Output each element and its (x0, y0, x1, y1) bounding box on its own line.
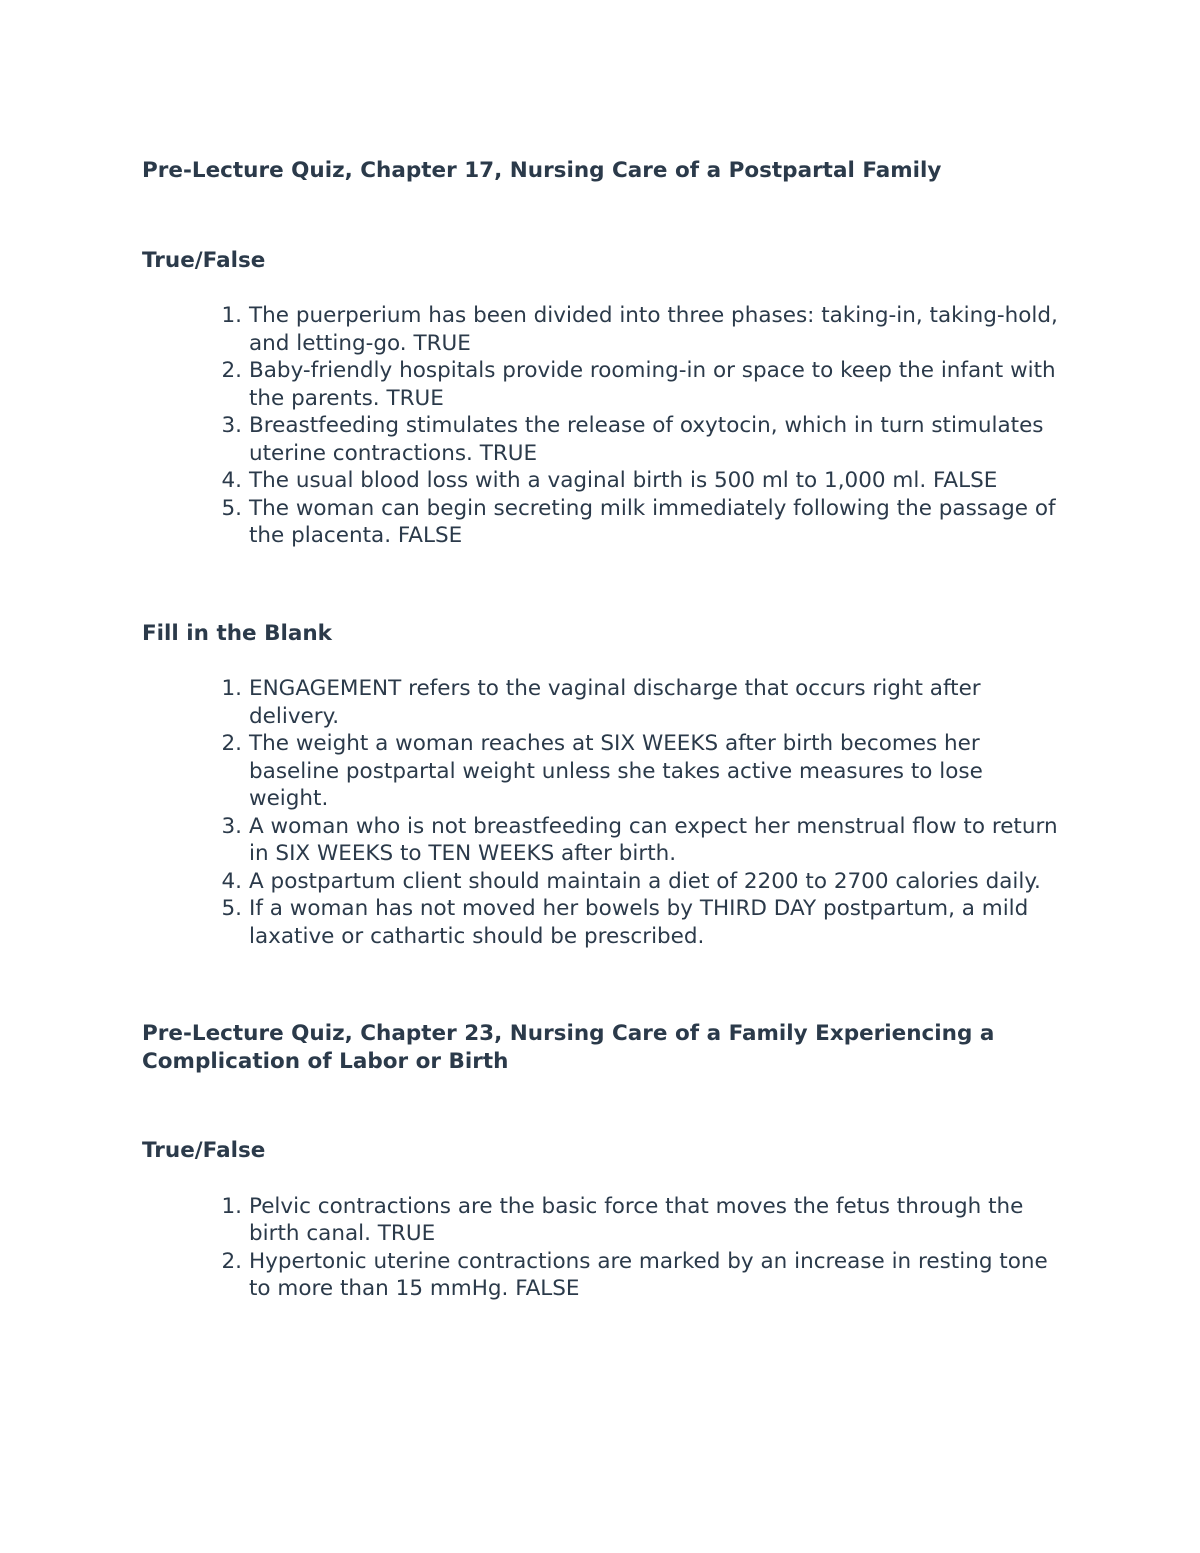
item-text: The puerperium has been divided into three phases: taking-in, taking-hold, and letting-go. TRUE (249, 303, 1058, 356)
item-text: A woman who is not breastfeeding can expect her menstrual flow to return in SIX WEEKS to TEN WEEKS after birth. (249, 813, 1058, 866)
item-number: 2. (221, 731, 242, 756)
item-text: Hypertonic uterine contractions are marked by an increase in resting tone to more than 15 mmHg. FALSE (249, 1248, 1048, 1301)
list-item (142, 495, 1062, 550)
item-text: Baby-friendly hospitals provide rooming-in or space to keep the infant with the parents. TRUE (249, 358, 1056, 411)
item-text: ENGAGEMENT refers to the vaginal discharge that occurs right after delivery. (249, 676, 981, 729)
quiz2-title: Pre-Lecture Quiz, Chapter 23, Nursing Care of a Family Experiencing a Complication of Labor or Birth (142, 1021, 995, 1074)
quiz1-true-false-heading: True/False (142, 247, 266, 273)
quiz2-true-false-list (142, 1193, 1062, 1303)
quiz2-true-false-heading: True/False (142, 1138, 266, 1163)
item-number: 1. (221, 1193, 242, 1219)
list-item (142, 730, 1062, 813)
list-item (142, 412, 1062, 467)
item-number: 5. (221, 495, 242, 521)
quiz1-true-false-list (142, 302, 1062, 550)
item-number: 1. (221, 303, 242, 328)
list-item (142, 675, 1062, 730)
item-text: Breastfeeding stimulates the release of oxytocin, which in turn stimulates uterine contractions. TRUE (249, 413, 1044, 466)
item-text: The weight a woman reaches at SIX WEEKS after birth becomes her baseline postpartal weight unless she takes active measures to lose weight. (249, 731, 983, 811)
item-number: 3. (221, 413, 242, 438)
list-item (142, 1248, 1062, 1303)
item-text: A postpartum client should maintain a diet of 2200 to 2700 calories daily. (249, 868, 1041, 894)
document-page (142, 157, 1062, 1303)
list-item (142, 357, 1062, 412)
item-number: 4. (221, 468, 242, 493)
list-item (142, 302, 1062, 357)
item-number: 5. (221, 896, 242, 921)
item-text: The usual blood loss with a vaginal birth is 500 ml to 1,000 ml. FALSE (249, 468, 998, 493)
quiz1-title: Pre-Lecture Quiz, Chapter 17, Nursing Care of a Postpartal Family (142, 158, 942, 183)
item-text: Pelvic contractions are the basic force that moves the fetus through the birth canal. TRUE (249, 1193, 1024, 1246)
item-number: 2. (221, 1248, 242, 1274)
item-text: If a woman has not moved her bowels by THIRD DAY postpartum, a mild laxative or cathartic should be prescribed. (249, 896, 1029, 949)
list-item (142, 467, 1062, 495)
list-item (142, 1193, 1062, 1248)
item-number: 3. (221, 813, 242, 839)
list-item (142, 813, 1062, 868)
list-item (142, 895, 1062, 950)
item-number: 2. (221, 358, 242, 383)
quiz1-fill-blank-list (142, 675, 1062, 950)
list-item (142, 868, 1062, 896)
item-number: 4. (221, 868, 242, 894)
item-text: The woman can begin secreting milk immediately following the passage of the placenta. FALSE (249, 495, 1056, 548)
item-number: 1. (221, 676, 242, 701)
quiz1-fill-blank-heading: Fill in the Blank (142, 620, 332, 646)
